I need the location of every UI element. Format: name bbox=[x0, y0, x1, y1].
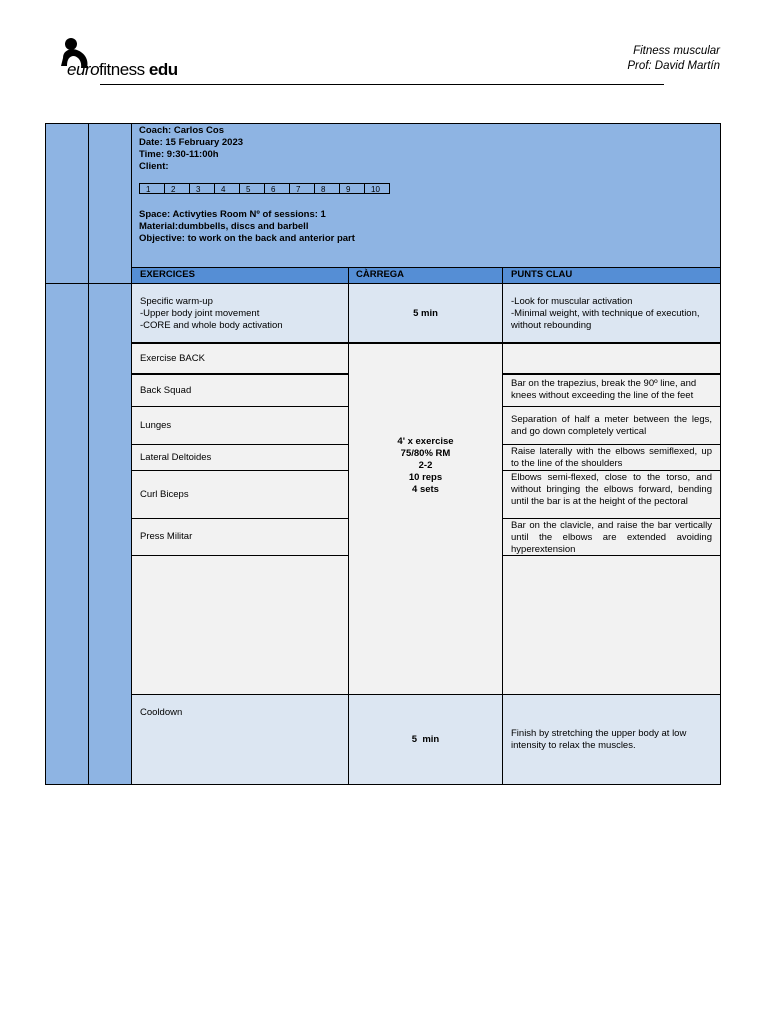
session-details bbox=[139, 209, 355, 245]
warmup-line-2: -Upper body joint movement bbox=[140, 308, 260, 319]
cooldown-load-cell bbox=[348, 694, 503, 785]
cooldown-name: Cooldown bbox=[140, 707, 183, 718]
cooldown-load: 5 min bbox=[411, 734, 440, 745]
cooldown-exercise-cell bbox=[131, 694, 349, 785]
client-number-row bbox=[139, 183, 389, 194]
client-number-6[interactable]: 6 bbox=[264, 183, 290, 194]
warmup-key-2: -Minimal weight, with technique of execution, without rebounding bbox=[511, 308, 700, 331]
exercise-row bbox=[131, 374, 349, 407]
client-number-5[interactable]: 5 bbox=[239, 183, 265, 194]
exercise-name: Press Militar bbox=[140, 531, 193, 542]
client-number-3[interactable]: 3 bbox=[189, 183, 215, 194]
load-line: 10 reps bbox=[408, 472, 443, 483]
client-number-9[interactable]: 9 bbox=[339, 183, 365, 194]
header-info bbox=[627, 44, 720, 74]
cooldown-key: Finish by stretching the upper body at low intensity to relax the muscles. bbox=[511, 728, 687, 751]
keypoints-empty-cell bbox=[502, 555, 721, 695]
exercise-name: Lunges bbox=[140, 420, 172, 431]
eurofitness-logo bbox=[57, 36, 187, 82]
warmup-title: Specific warm-up bbox=[140, 296, 213, 307]
main-load bbox=[349, 344, 502, 496]
warmup-key-1: -Look for muscular activation bbox=[511, 296, 633, 307]
warmup-load: 5 min bbox=[413, 308, 438, 319]
exercise-row bbox=[131, 470, 349, 519]
professor-name: Prof: David Martín bbox=[627, 60, 720, 72]
exercise-name: Curl Biceps bbox=[140, 489, 189, 500]
exercise-empty-cell bbox=[131, 555, 349, 695]
main-load-cell bbox=[348, 343, 503, 695]
warmup-line-3: -CORE and whole body activation bbox=[140, 320, 283, 331]
left-body-col-2 bbox=[88, 283, 132, 785]
exercise-key-cell bbox=[502, 518, 721, 556]
header-divider bbox=[100, 84, 664, 85]
client-number-7[interactable]: 7 bbox=[289, 183, 315, 194]
header-load: CÀRREGA bbox=[356, 269, 405, 280]
session-info bbox=[139, 125, 243, 173]
client-number-2[interactable]: 2 bbox=[164, 183, 190, 194]
client-number-10[interactable]: 10 bbox=[364, 183, 390, 194]
header-keypoints: PUNTS CLAU bbox=[511, 269, 573, 280]
material-text: Material:dumbbells, discs and barbell bbox=[139, 221, 309, 232]
space-text: Space: Activyties Room Nº of sessions: 1 bbox=[139, 209, 326, 220]
warmup-exercise-cell bbox=[131, 283, 349, 343]
exercise-key: Separation of half a meter between the legs, and go down completely vertical bbox=[511, 414, 712, 437]
exercise-key-cell bbox=[502, 470, 721, 519]
cooldown-keypoints-cell bbox=[502, 694, 721, 785]
left-margin-col-1 bbox=[45, 123, 89, 284]
exercise-back-key-cell bbox=[502, 343, 721, 374]
load-line: 2-2 bbox=[418, 460, 433, 471]
load-line: 75/80% RM bbox=[400, 448, 451, 459]
objective-text: Objective: to work on the back and anterior part bbox=[139, 233, 355, 244]
client-number-8[interactable]: 8 bbox=[314, 183, 340, 194]
exercise-key: Bar on the clavicle, and raise the bar vertically until the elbows are extended avoiding hyperextension bbox=[511, 520, 712, 555]
exercise-key: Raise laterally with the elbows semiflexed, up to the line of the shoulders bbox=[511, 446, 712, 469]
left-body-col-1 bbox=[45, 283, 89, 785]
exercise-name: Lateral Deltoides bbox=[140, 452, 212, 463]
exercise-row bbox=[131, 444, 349, 471]
exercise-key-cell bbox=[502, 374, 721, 407]
exercise-back-title: Exercise BACK bbox=[140, 353, 205, 364]
exercise-row bbox=[131, 518, 349, 556]
warmup-load-cell bbox=[348, 283, 503, 343]
exercise-name: Back Squad bbox=[140, 385, 192, 396]
logo-wordmark: eurofitness edu bbox=[67, 60, 178, 79]
load-line: 4' x exercise bbox=[397, 436, 454, 447]
coach-text: Coach: Carlos Cos bbox=[139, 125, 224, 136]
left-margin-col-2 bbox=[88, 123, 132, 284]
date-text: Date: 15 February 2023 bbox=[139, 137, 244, 148]
exercise-key: Elbows semi-flexed, close to the torso, and without bringing the elbows forward, bending until the bar is at the height of the pectoral bbox=[511, 472, 712, 507]
exercise-key-cell bbox=[502, 444, 721, 471]
load-line: 4 sets bbox=[412, 484, 439, 495]
time-text: Time: 9:30-11:00h bbox=[139, 149, 219, 160]
header-exercises: EXERCICES bbox=[140, 269, 195, 280]
course-name: Fitness muscular bbox=[633, 45, 720, 57]
exercise-key-cell bbox=[502, 406, 721, 445]
client-number-1[interactable]: 1 bbox=[139, 183, 165, 194]
exercise-back-title-cell bbox=[131, 343, 349, 374]
exercise-key: Bar on the trapezius, break the 90º line, and knees without exceeding the line of the feet bbox=[511, 378, 697, 401]
warmup-keypoints-cell bbox=[502, 283, 721, 343]
session-table bbox=[45, 123, 721, 785]
exercise-row bbox=[131, 406, 349, 445]
client-number-4[interactable]: 4 bbox=[214, 183, 240, 194]
client-text: Client: bbox=[139, 161, 169, 172]
